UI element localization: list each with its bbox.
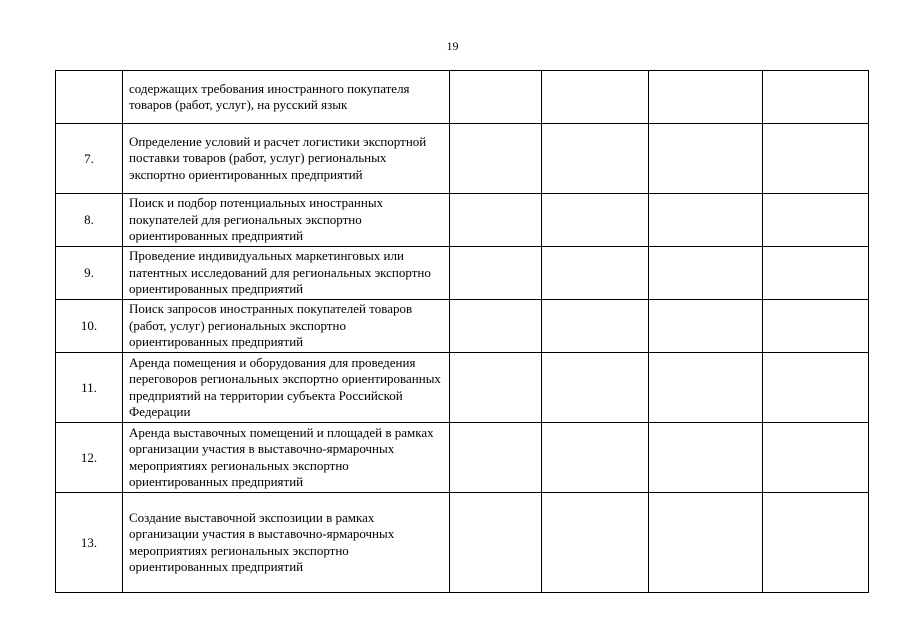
empty-cell [450, 124, 542, 194]
empty-cell [763, 124, 869, 194]
empty-cell [450, 194, 542, 247]
row-number: 8. [56, 194, 123, 247]
service-description: Аренда помещения и оборудования для проведения переговоров региональных экспортно ориентированных предприятий на территории субъекта Российской Федерации [123, 353, 450, 423]
empty-cell [649, 423, 763, 493]
empty-cell [649, 493, 763, 593]
empty-cell [763, 247, 869, 300]
empty-cell [763, 493, 869, 593]
service-description: Создание выставочной экспозиции в рамках организации участия в выставочно-ярмарочных мероприятиях региональных экспортно ориентированных предприятий [123, 493, 450, 593]
service-description: Проведение индивидуальных маркетинговых или патентных исследований для региональных экспортно ориентированных предприятий [123, 247, 450, 300]
empty-cell [450, 423, 542, 493]
empty-cell [450, 493, 542, 593]
empty-cell [542, 300, 649, 353]
table-row [56, 353, 869, 423]
empty-cell [450, 71, 542, 124]
empty-cell [649, 300, 763, 353]
empty-cell [542, 124, 649, 194]
empty-cell [649, 353, 763, 423]
table-row [56, 124, 869, 194]
row-number: 13. [56, 493, 123, 593]
table-row [56, 71, 869, 124]
empty-cell [542, 353, 649, 423]
empty-cell [649, 247, 763, 300]
table-row [56, 300, 869, 353]
service-description: Аренда выставочных помещений и площадей в рамках организации участия в выставочно-ярмарочных мероприятиях региональных экспортно ориентированных предприятий [123, 423, 450, 493]
table-row [56, 493, 869, 593]
service-description: Поиск запросов иностранных покупателей товаров (работ, услуг) региональных экспортно ориентированных предприятий [123, 300, 450, 353]
service-description: содержащих требования иностранного покупателя товаров (работ, услуг), на русский язык [123, 71, 450, 124]
service-description: Поиск и подбор потенциальных иностранных покупателей для региональных экспортно ориентированных предприятий [123, 194, 450, 247]
empty-cell [450, 300, 542, 353]
empty-cell [763, 71, 869, 124]
table-row [56, 247, 869, 300]
empty-cell [542, 423, 649, 493]
empty-cell [542, 493, 649, 593]
empty-cell [763, 300, 869, 353]
empty-cell [542, 194, 649, 247]
row-number: 11. [56, 353, 123, 423]
service-description: Определение условий и расчет логистики экспортной поставки товаров (работ, услуг) региональных экспортно ориентированных предприятий [123, 124, 450, 194]
empty-cell [450, 247, 542, 300]
empty-cell [649, 194, 763, 247]
table-row [56, 423, 869, 493]
page-number: 19 [446, 39, 459, 53]
row-number: 9. [56, 247, 123, 300]
empty-cell [763, 353, 869, 423]
empty-cell [763, 194, 869, 247]
empty-cell [450, 353, 542, 423]
row-number: 7. [56, 124, 123, 194]
services-table [55, 70, 869, 593]
table-row [56, 194, 869, 247]
empty-cell [649, 71, 763, 124]
row-number: 12. [56, 423, 123, 493]
row-number [56, 71, 123, 124]
empty-cell [542, 71, 649, 124]
empty-cell [542, 247, 649, 300]
empty-cell [649, 124, 763, 194]
empty-cell [763, 423, 869, 493]
row-number: 10. [56, 300, 123, 353]
